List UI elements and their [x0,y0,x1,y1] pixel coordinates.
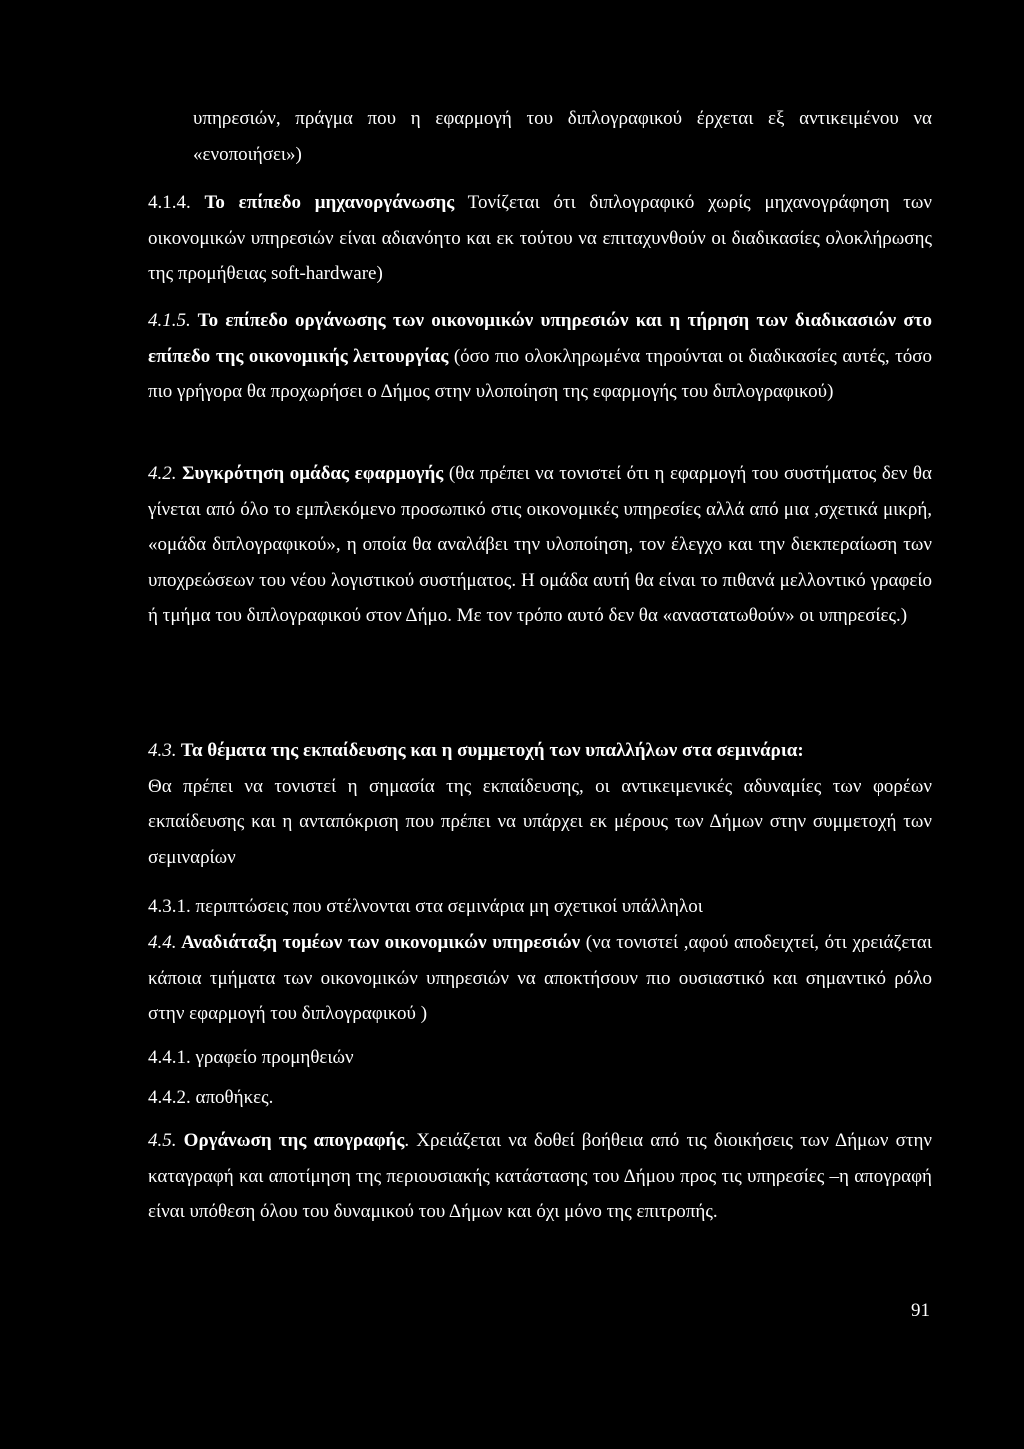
section-number: 4.4. [148,932,177,953]
paragraph-text: . Χρειάζεται να δοθεί βοήθεια από τις διοικήσεις των Δήμων στην καταγραφή και αποτίμηση της περιουσιακής κατάστασης του Δήμου προς τις υπηρεσίες –η απογραφή είναι υπόθεση όλου του δυναμικού του Δήμων και όχι μόνο της επιτροπής. [148,1130,932,1222]
paragraph-4-3 [148,733,932,875]
paragraph-4-5 [148,1123,932,1230]
section-heading: Αναδιάταξη τομέων των οικονομικών υπηρεσιών [176,932,581,953]
paragraph-continuation [193,101,932,172]
section-number: 4.5. [148,1130,177,1151]
paragraph-4-2 [148,456,932,634]
section-number: 4.4.2. [148,1087,191,1108]
section-number: 4.1.5. [148,310,191,331]
paragraph-4-1-5 [148,303,932,410]
section-heading: Συγκρότηση ομάδας εφαρμογής [176,463,444,484]
paragraph-text: (θα πρέπει να τονιστεί ότι η εφαρμογή του συστήματος δεν θα γίνεται από όλο το εμπλεκόμενο προσωπικό στις οικονομικές υπηρεσίες αλλά από μια ,σχετικά μικρή, «ομάδα διπλογραφικού», η οποία θα αναλάβει την υλοποίηση, τον έλεγχο και την διεκπεραίωση των υποχρεώσεων του νέου λογιστικού συστήματος. Η ομάδα αυτή θα είναι το πιθανά μελλοντικό γραφείο ή τμήμα του διπλογραφικού στον Δήμο. Με τον τρόπο αυτό δεν θα «αναστατωθούν» οι υπηρεσίες.) [148,463,932,626]
section-heading: Τα θέματα της εκπαίδευσης και η συμμετοχή των υπαλλήλων στα σεμινάρια: [176,740,804,761]
paragraph-4-4-1 [148,1040,354,1076]
paragraph-text: γραφείο προμηθειών [190,1047,354,1068]
paragraph-text: αποθήκες. [190,1087,274,1108]
paragraph-4-4-2 [148,1080,273,1116]
section-number: 4.3.1. [148,896,191,917]
page-number: 91 [911,1300,930,1321]
paragraph-4-3-1 [148,889,703,925]
section-heading: Το επίπεδο οργάνωσης των οικονομικών υπηρεσιών και η τήρηση των διαδικασιών στο επίπεδο της οικονομικής λειτουργίας [148,310,932,367]
paragraph-text: υπηρεσιών, πράγμα που η εφαρμογή του διπλογραφικού έρχεται εξ αντικειμένου να «ενοποιήσει») [193,108,932,165]
paragraph-4-4 [148,925,932,1032]
section-number: 4.4.1. [148,1047,191,1068]
paragraph-text: (όσο πιο ολοκληρωμένα τηρούνται οι διαδικασίες αυτές, τόσο πιο γρήγορα θα προχωρήσει ο Δήμος στην υλοποίηση της εφαρμογής του διπλογραφικού) [148,345,932,402]
paragraph-text: περιπτώσεις που στέλνονται στα σεμινάρια μη σχετικοί υπάλληλοι [190,896,703,917]
section-number: 4.3. [148,740,177,761]
paragraph-text: (να τονιστεί ,αφού αποδειχτεί, ότι χρειάζεται κάποια τμήματα των οικονομικών υπηρεσιών να αποκτήσουν πιο ουσιαστικό και σημαντικό ρόλο στην εφαρμογή του διπλογραφικού ) [148,932,933,1024]
section-number: 4.1.4. [148,192,191,213]
section-heading: Οργάνωση της απογραφής [176,1130,405,1151]
section-heading: Το επίπεδο μηχανοργάνωσης [204,192,455,213]
paragraph-text: Τονίζεται ότι διπλογραφικό χωρίς μηχανογράφηση των οικονομικών υπηρεσιών είναι αδιανόητο και εκ τούτου να επιταχυνθούν οι διαδικασίες ολοκλήρωσης της προμήθειας soft-hardware) [148,192,932,284]
paragraph-text: Θα πρέπει να τονιστεί η σημασία της εκπαίδευσης, οι αντικειμενικές αδυναμίες των φορέων εκπαίδευσης και η ανταπόκριση που πρέπει να υπάρχει εκ μέρους των Δήμων στην συμμετοχή των σεμιναρίων [148,775,932,868]
paragraph-4-1-4 [148,185,932,292]
section-number: 4.2. [148,463,177,484]
